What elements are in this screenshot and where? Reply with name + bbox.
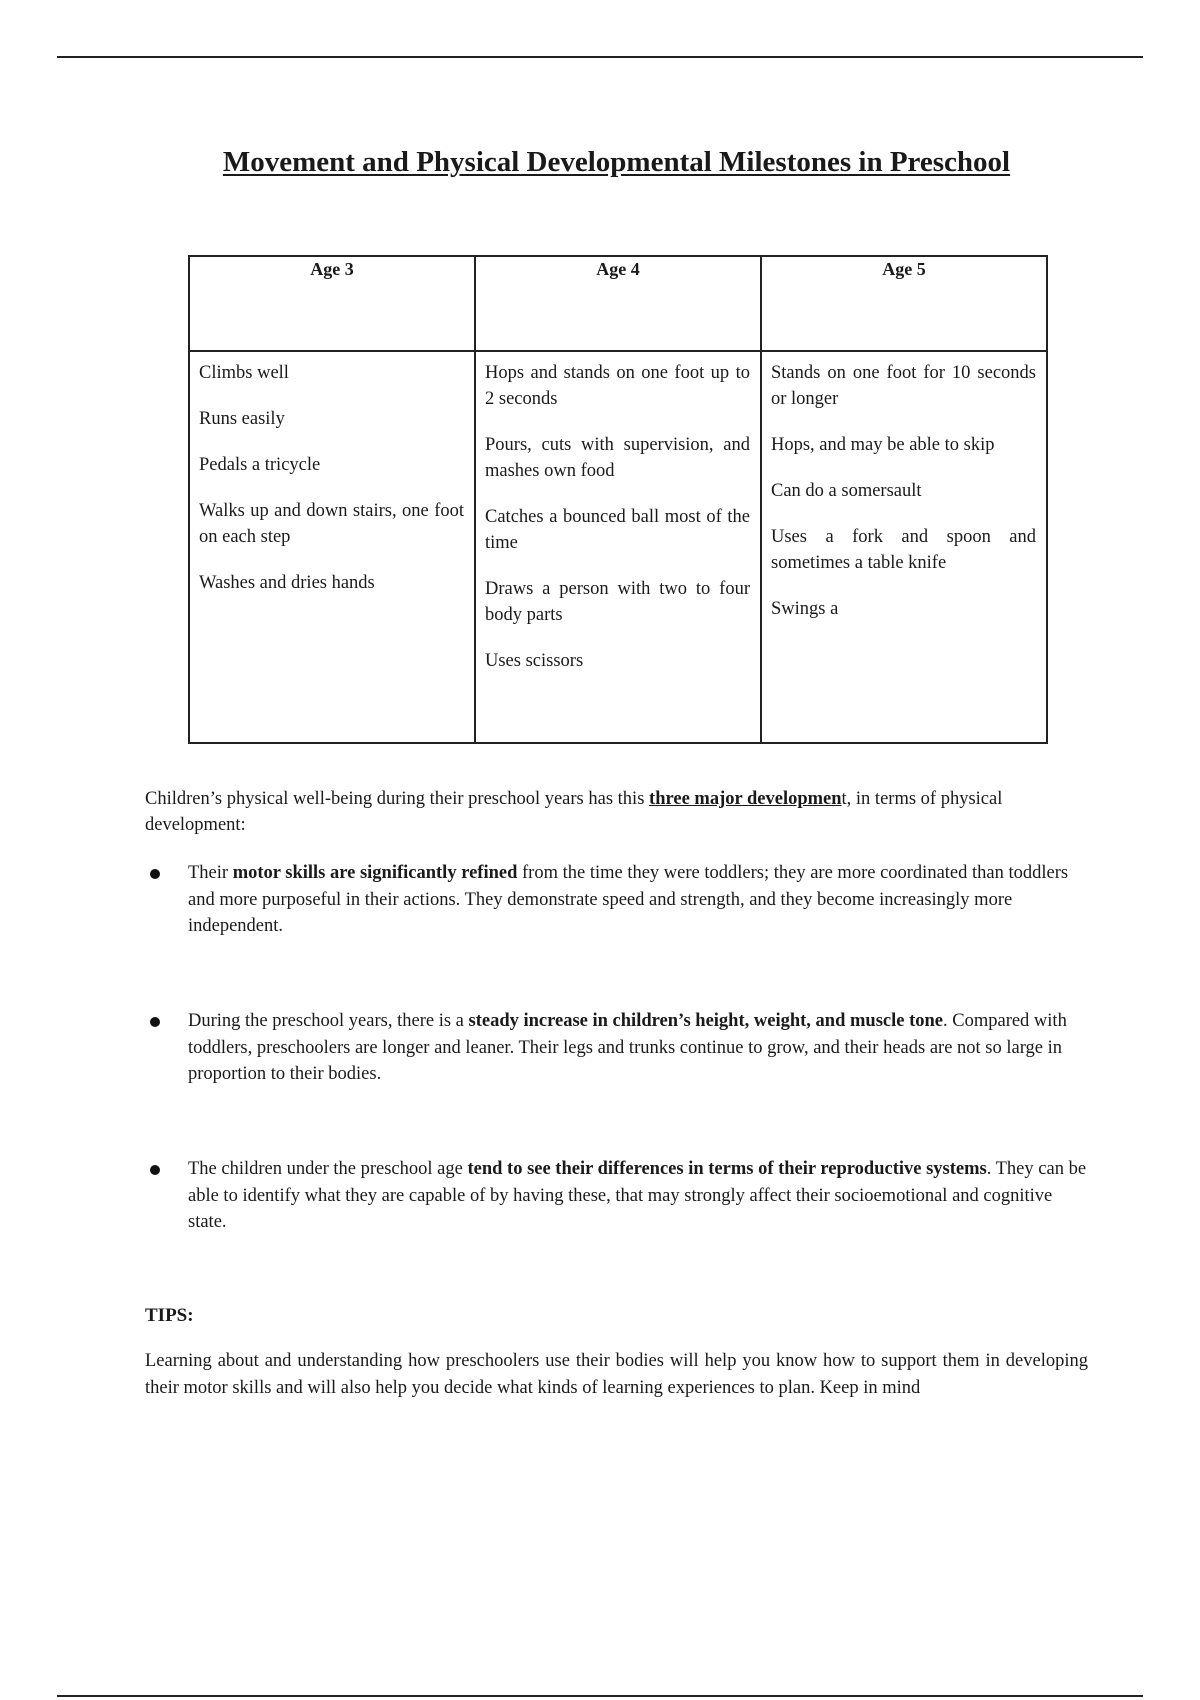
milestone-item: Can do a somersault bbox=[771, 481, 922, 501]
bullet-text bbox=[188, 1156, 1090, 1236]
tips-heading: TIPS: bbox=[145, 1305, 194, 1326]
bullet-text-post: . Compared with toddlers, preschoolers are longer and leaner. Their legs and trunks continue to grow, and their heads are not so large in proportion to their bodies. bbox=[188, 1011, 1067, 1084]
milestone-item: Stands on one foot for 10 seconds or longer bbox=[771, 363, 1036, 409]
intro-text-after: , in terms of physical development: bbox=[145, 789, 1003, 835]
top-rule bbox=[57, 56, 1143, 58]
tips-paragraph: Learning about and understanding how preschoolers use their bodies will help you know how to support them in developing their motor skills and will also help you decide what kinds of learning experiences to plan. Keep in mind bbox=[145, 1351, 1088, 1398]
bullet-text bbox=[188, 860, 1090, 940]
bullet-dot-icon bbox=[150, 1017, 160, 1027]
milestone-item: Swings a bbox=[771, 599, 839, 619]
milestone-item: Catches a bounced ball most of the time bbox=[485, 507, 750, 553]
bullet-text-bold: tend to see their differences in terms of their reproductive systems bbox=[467, 1159, 987, 1179]
bottom-rule bbox=[57, 1695, 1143, 1697]
bullet-text-bold: steady increase in children’s height, weight, and muscle tone bbox=[468, 1011, 943, 1031]
bullet-text bbox=[188, 1008, 1090, 1088]
milestone-item: Climbs well bbox=[199, 363, 289, 383]
milestone-item: Runs easily bbox=[199, 409, 285, 429]
bullet-text-post: . They can be able to identify what they are capable of by having these, that may strongly affect their socioemotional and cognitive state. bbox=[188, 1159, 1087, 1232]
header-age-5: Age 5 bbox=[761, 256, 1047, 351]
intro-highlight: three major developmen bbox=[649, 789, 842, 809]
milestone-item: Pedals a tricycle bbox=[199, 455, 321, 475]
milestone-item: Hops, and may be able to skip bbox=[771, 435, 995, 455]
header-age-3: Age 3 bbox=[189, 256, 475, 351]
intro-text-before: Children’s physical well-being during their preschool years has this bbox=[145, 789, 650, 809]
header-age-4: Age 4 bbox=[475, 256, 761, 351]
milestone-item: Walks up and down stairs, one foot on each step bbox=[199, 501, 464, 547]
page-title: Movement and Physical Developmental Milestones in Preschool bbox=[222, 146, 1011, 178]
age-5-cell bbox=[761, 351, 1047, 743]
milestone-item: Washes and dries hands bbox=[199, 573, 375, 593]
bullet-text-pre: During the preschool years, there is a bbox=[188, 1011, 469, 1031]
table-row bbox=[189, 351, 1047, 743]
milestones-table bbox=[188, 255, 1048, 744]
bullet-dot-icon bbox=[150, 1165, 160, 1175]
intro-paragraph bbox=[145, 786, 1090, 838]
intro-highlight-tail: t bbox=[841, 789, 847, 809]
bullet-item-growth bbox=[145, 1008, 1090, 1088]
milestone-item: Uses a fork and spoon and sometimes a table knife bbox=[771, 527, 1036, 573]
table-header-row bbox=[189, 256, 1047, 351]
milestone-item: Uses scissors bbox=[485, 651, 584, 671]
bullet-text-post: from the time they were toddlers; they are more coordinated than toddlers and more purposeful in their actions. They demonstrate speed and strength, and they become increasingly more independent. bbox=[188, 863, 1069, 936]
bullet-text-pre: The children under the preschool age bbox=[188, 1159, 468, 1179]
bullet-item-motor-skills bbox=[145, 860, 1090, 940]
milestone-item: Hops and stands on one foot up to 2 seconds bbox=[485, 363, 750, 409]
bullet-item-differences bbox=[145, 1156, 1090, 1236]
bullet-text-bold: motor skills are significantly refined bbox=[232, 863, 518, 883]
milestone-item: Draws a person with two to four body parts bbox=[485, 579, 750, 625]
age-4-cell bbox=[475, 351, 761, 743]
bullet-text-pre: Their bbox=[188, 863, 233, 883]
bullet-dot-icon bbox=[150, 869, 160, 879]
age-3-cell bbox=[189, 351, 475, 743]
milestone-item: Pours, cuts with supervision, and mashes own food bbox=[485, 435, 750, 481]
